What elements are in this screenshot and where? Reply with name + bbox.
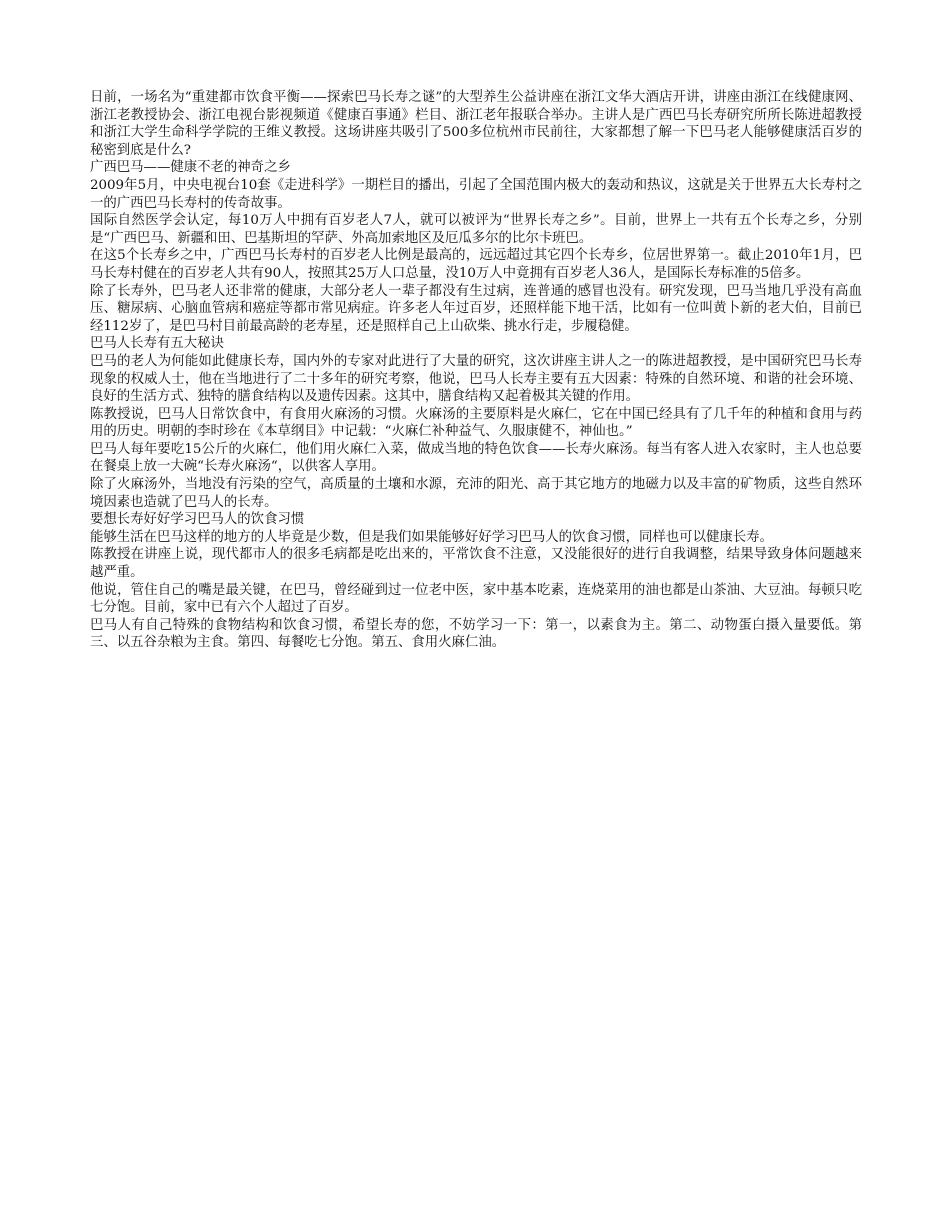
section-heading: 巴马人长寿有五大秘诀 xyxy=(90,336,224,352)
paragraph: 巴马人有自己特殊的食物结构和饮食习惯，希望长寿的您，不妨学习一下：第一，以素食为主。第二、动物蛋白摄入量要低。第三、以五谷杂粮为主食。第四、每餐吃七分饱。第五、食用火麻仁油。 xyxy=(90,617,862,651)
paragraph: 陈教授说，巴马人日常饮食中，有食用火麻汤的习惯。火麻汤的主要原料是火麻仁，它在中国已经具有了几千年的种植和食用与药用的历史。明朝的李时珍在《本草纲目》中记载：“火麻仁补种益气、久服康健不，神仙也。” xyxy=(90,406,862,440)
paragraph: 他说，管住自己的嘴是最关键，在巴马，曾经碰到过一位老中医，家中基本吃素，连烧菜用的油也都是山茶油、大豆油。每顿只吃七分饱。目前，家中已有六个人超过了百岁。 xyxy=(90,582,862,616)
paragraph: 巴马人每年要吃15公斤的火麻仁，他们用火麻仁入菜，做成当地的特色饮食——长寿火麻汤。每当有客人进入农家时，主人也总要在餐桌上放一大碗“长寿火麻汤“，以供客人享用。 xyxy=(90,441,862,475)
intro-paragraph: 日前，一场名为“重建都市饮食平衡——探索巴马长寿之谜”的大型养生公益讲座在浙江文华大酒店开讲，讲座由浙江在线健康网、浙江老教授协会、浙江电视台影视频道《健康百事通》栏目、浙江老年报联合举办。主讲人是广西巴马长寿研究所所长陈进超教授和浙江大学生命科学学院的王维义教授。这场讲座共吸引了500多位杭州市民前往，大家都想了解一下巴马老人能够健康活百岁的秘密到底是什么? xyxy=(90,90,862,158)
paragraph: 能够生活在巴马这样的地方的人毕竟是少数，但是我们如果能够好好学习巴马人的饮食习惯，同样也可以健康长寿。 xyxy=(90,529,773,545)
paragraph: 在这5个长寿乡之中，广西巴马长寿村的百岁老人比例是最高的，远远超过其它四个长寿乡，位居世界第一。截止2010年1月，巴马长寿村健在的百岁老人共有90人，按照其25万人口总量，没10万人中竟拥有百岁老人36人，是国际长寿标准的5倍多。 xyxy=(90,248,862,281)
paragraph: 国际自然医学会认定，每10万人中拥有百岁老人7人，就可以被评为“世界长寿之乡”。目前，世界上一共有五个长寿之乡，分别是“广西巴马、新疆和田、巴基斯坦的罕萨、外高加索地区及厄瓜多尔的比尔卡班巴。 xyxy=(90,213,862,246)
paragraph: 陈教授在讲座上说，现代都市人的很多毛病都是吃出来的，平常饮食不注意，又没能很好的进行自我调整，结果导致身体问题越来越严重。 xyxy=(90,547,862,581)
paragraph: 除了长寿外，巴马老人还非常的健康，大部分老人一辈子都没有生过病，连普通的感冒也没有。研究发现，巴马当地几乎没有高血压、糖尿病、心脑血管病和癌症等都市常见病症。许多老人年过百岁，还照样能下地干活，比如有一位叫黄卜新的老大伯，目前已经112岁了，是巴马村目前最高龄的老寿星，还是照样自己上山砍柴、挑水行走，步履稳健。 xyxy=(90,283,862,334)
document-body xyxy=(90,89,862,652)
paragraph: 2009年5月，中央电视台10套《走进科学》一期栏目的播出，引起了全国范围内极大的轰动和热议，这就是关于世界五大长寿村之一的广西巴马长寿村的传奇故事。 xyxy=(90,177,862,211)
section-heading: 广西巴马——健康不老的神奇之乡 xyxy=(90,160,291,176)
paragraph: 除了火麻汤外，当地没有污染的空气，高质量的土壤和水源，充沛的阳光、高于其它地方的地磁力以及丰富的矿物质，这些自然环境因素也造就了巴马人的长寿。 xyxy=(90,477,862,510)
section-heading: 要想长寿好好学习巴马人的饮食习惯 xyxy=(90,512,305,528)
paragraph: 巴马的老人为何能如此健康长寿，国内外的专家对此进行了大量的研究，这次讲座主讲人之一的陈进超教授，是中国研究巴马长寿现象的权威人士，他在当地进行了二十多年的研究考察，他说，巴马人长寿主要有五大因素：特殊的自然环境、和谐的社会环境、良好的生活方式、独特的膳食结构以及遗传因素。这其中，膳食结构又起着极其关键的作用。 xyxy=(90,353,862,405)
